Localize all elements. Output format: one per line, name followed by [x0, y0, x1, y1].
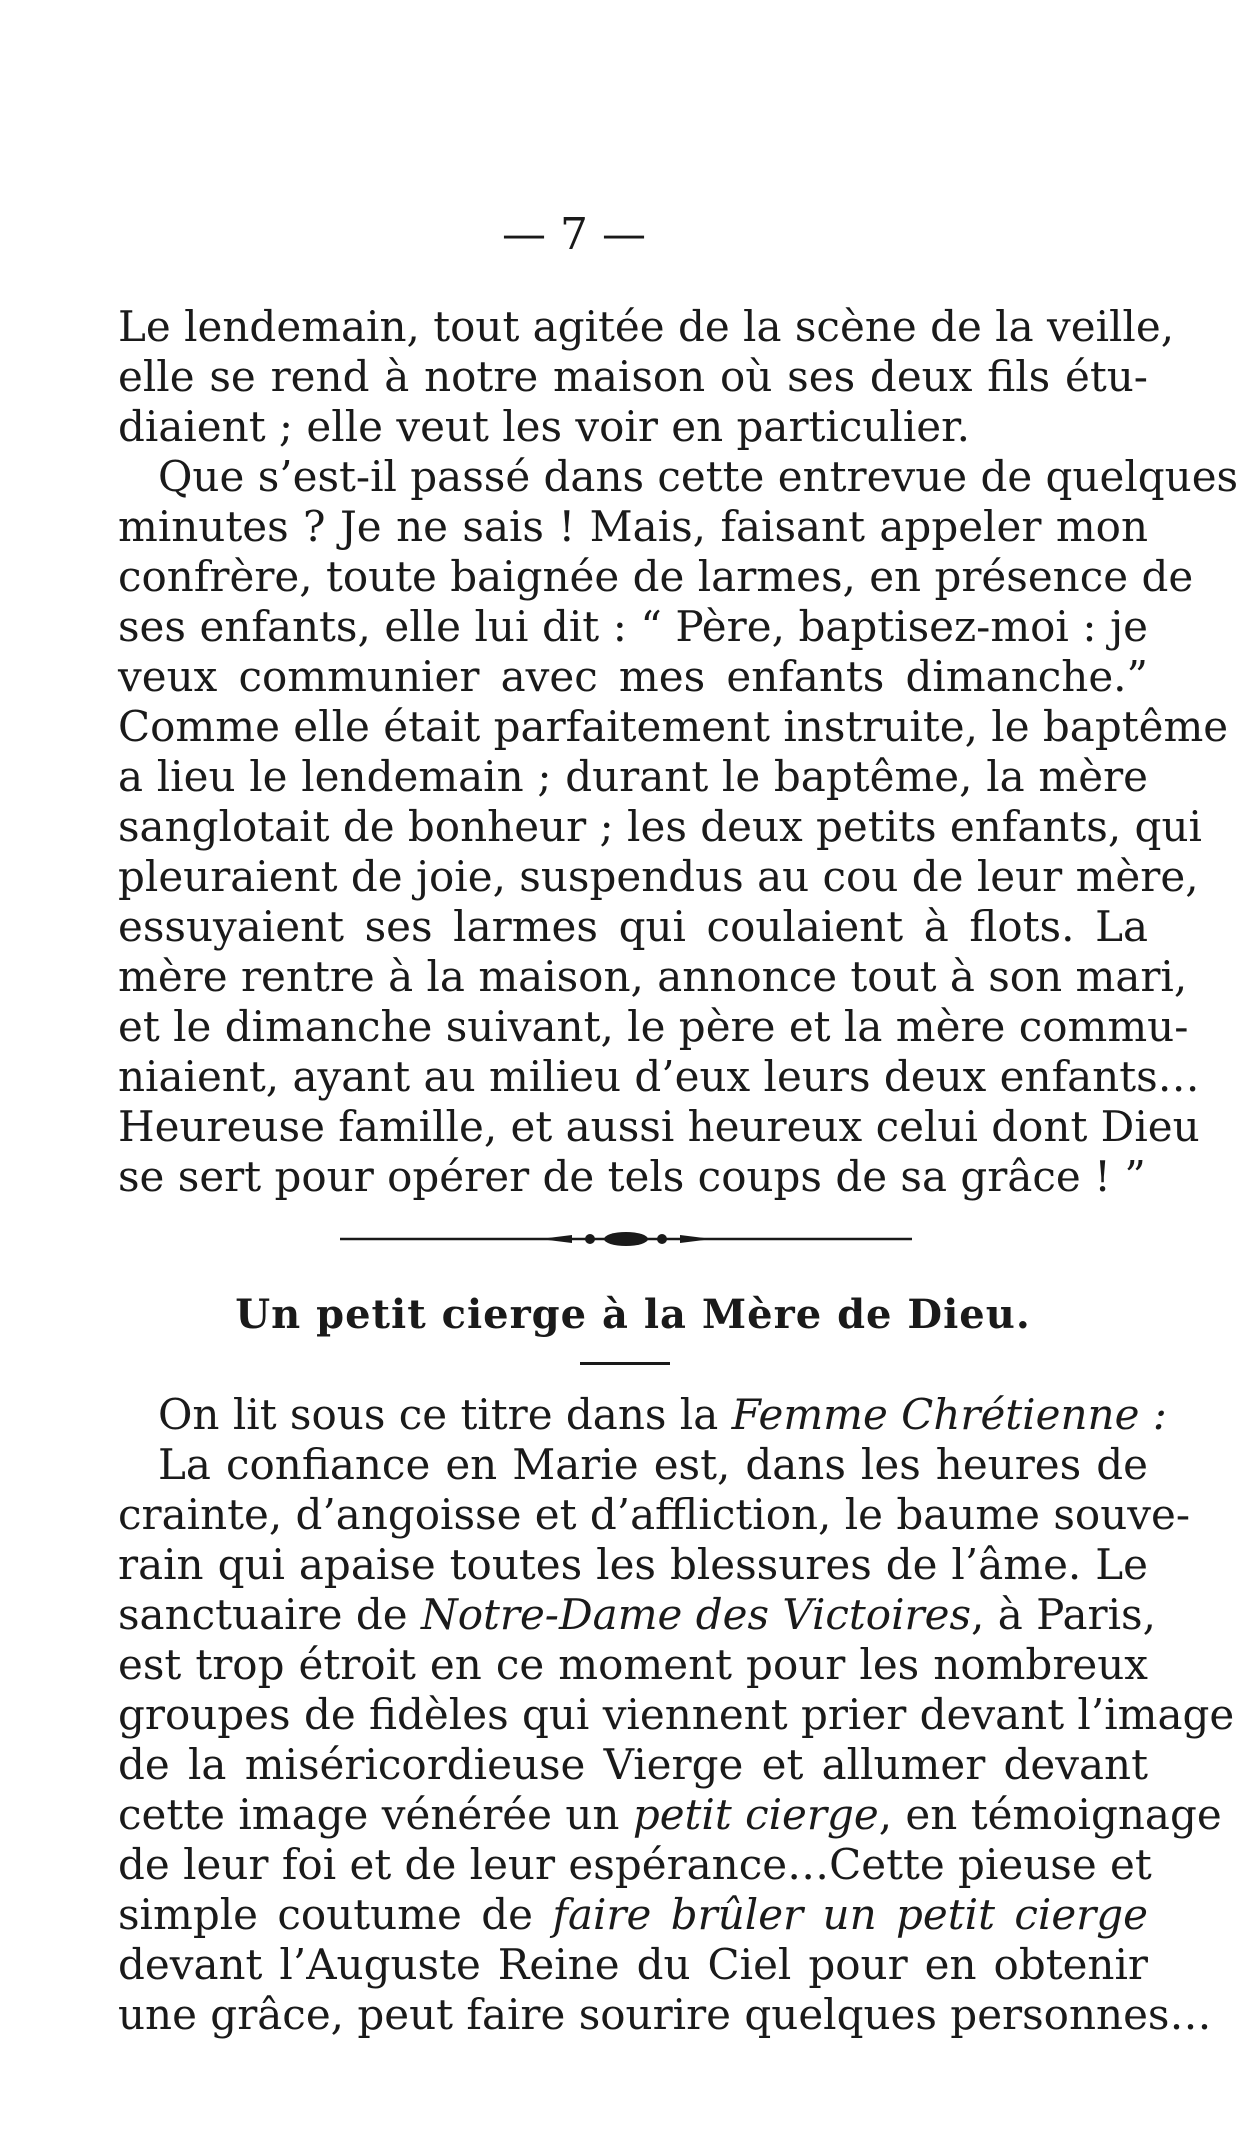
intro-text: On lit sous ce titre dans la — [158, 1390, 732, 1439]
text-line: sanglotait de bonheur ; les deux petits enfants, qui — [118, 802, 1202, 851]
text-line: niaient, ayant au milieu d’eux leurs deux enfants… — [118, 1052, 1200, 1101]
text-line: Que s’est-il passé dans cette entrevue de quelques — [158, 452, 1238, 501]
text-line: rain qui apaise toutes les blessures de l’âme. Le — [118, 1540, 1148, 1589]
text-segment: , à Paris, — [971, 1590, 1156, 1639]
italic-segment: faire brûler un petit cierge — [552, 1890, 1149, 1939]
text-line: essuyaient ses larmes qui coulaient à flots. La — [118, 902, 1148, 951]
text-line: Le lendemain, tout agitée de la scène de la veille, — [118, 302, 1175, 351]
text-line — [118, 1390, 1167, 1440]
italic-segment: Notre-Dame des Victoires — [420, 1590, 972, 1639]
text-line: minutes ? Je ne sais ! Mais, faisant appeler mon — [118, 502, 1148, 551]
ornament-divider — [340, 1228, 912, 1250]
text-line: crainte, d’angoisse et d’affliction, le baume souve- — [118, 1490, 1191, 1539]
text-line: et le dimanche suivant, le père et la mère commu- — [118, 1002, 1189, 1051]
text-line: pleuraient de joie, suspendus au cou de leur mère, — [118, 852, 1199, 901]
text-line: une grâce, peut faire sourire quelques personnes… — [118, 1990, 1212, 2039]
publication-title: Femme Chrétienne : — [731, 1390, 1167, 1439]
text-segment: cette image vénérée un — [118, 1790, 633, 1839]
text-line — [118, 1590, 1156, 1640]
text-line: devant l’Auguste Reine du Ciel pour en obtenir — [118, 1940, 1148, 1989]
text-line: a lieu le lendemain ; durant le baptême, la mère — [118, 752, 1148, 801]
title-underline — [580, 1362, 670, 1365]
text-line: groupes de fidèles qui viennent prier devant l’image — [118, 1690, 1235, 1739]
text-line: ses enfants, elle lui dit : “ Père, baptisez-moi : je — [118, 602, 1148, 651]
text-line: mère rentre à la maison, annonce tout à son mari, — [118, 952, 1188, 1001]
text-line: La confiance en Marie est, dans les heures de — [158, 1440, 1148, 1489]
text-line: confrère, toute baignée de larmes, en présence de — [118, 552, 1194, 601]
text-segment: , en témoignage — [878, 1790, 1222, 1839]
text-line: Heureuse famille, et aussi heureux celui dont Dieu — [118, 1102, 1200, 1151]
text-line: elle se rend à notre maison où ses deux fils étu- — [118, 352, 1148, 401]
text-line: veux communier avec mes enfants dimanche.” — [118, 652, 1148, 701]
text-line: est trop étroit en ce moment pour les nombreux — [118, 1640, 1148, 1689]
text-segment: simple coutume de — [118, 1890, 553, 1939]
italic-segment: petit cierge — [632, 1790, 879, 1839]
story-paragraphs — [118, 302, 1238, 1202]
section-title: Un petit cierge à la Mère de Dieu. — [235, 1291, 1031, 1338]
text-line: diaient ; elle veut les voir en particulier. — [118, 402, 970, 451]
text-line: se sert pour opérer de tels coups de sa grâce ! ” — [118, 1152, 1146, 1201]
text-line — [118, 1890, 1148, 1940]
text-line — [118, 1790, 1222, 1840]
article-paragraphs — [118, 1390, 1235, 2040]
text-line: de leur foi et de leur espérance…Cette pieuse et — [118, 1840, 1152, 1889]
text-segment: sanctuaire de — [118, 1590, 421, 1639]
page-number: — 7 — — [502, 209, 646, 260]
text-line: Comme elle était parfaitement instruite, le baptême — [118, 702, 1229, 751]
text-line: de la miséricordieuse Vierge et allumer devant — [118, 1740, 1148, 1789]
